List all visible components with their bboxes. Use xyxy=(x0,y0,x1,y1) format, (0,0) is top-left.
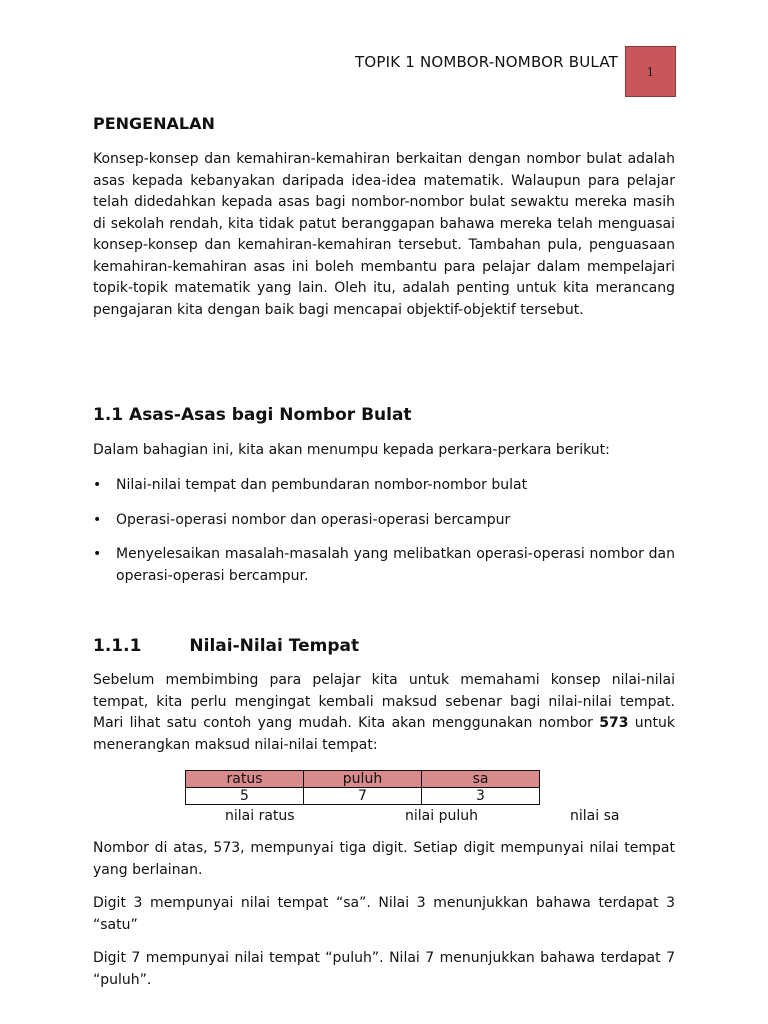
header-ratus: ratus xyxy=(186,771,304,788)
label-nilai-sa: nilai sa xyxy=(570,808,620,824)
topics-list xyxy=(93,475,675,600)
section-title: Nilai-Nilai Tempat xyxy=(189,636,360,656)
place-value-intro xyxy=(93,670,675,756)
intro-paragraph: Konsep-konsep dan kemahiran-kemahiran berkaitan dengan nombor bulat adalah asas kepada kebanyakan daripada idea-idea matematik. Walaupun para pelajar telah didedahkan kepada asas bagi nombor-nombor bulat sewaktu mereka masih di sekolah rendah, kita tidak patut beranggapan bahawa mereka telah menguasai konsep-konsep dan kemahiran-kemahiran tersebut. Tambahan pula, penguasaan kemahiran-kemahiran asas ini boleh membantu para pelajar dalam mempelajari topik-topik matematik yang lain. Oleh itu, adalah penting untuk kita merancang pengajaran kita dengan baik bagi mencapai objektif-objektif tersebut. xyxy=(93,151,675,318)
section-number: 1.1.1 xyxy=(93,636,142,656)
label-nilai-puluh: nilai puluh xyxy=(405,808,478,824)
paragraph-sa: Digit 3 mempunyai nilai tempat “sa”. Nilai 3 menunjukkan bahawa terdapat 3 “satu” xyxy=(93,895,675,933)
list-item: • Operasi-operasi nombor dan operasi-operasi bercampur xyxy=(93,510,675,532)
topic-title: TOPIK 1 NOMBOR-NOMBOR BULAT xyxy=(354,53,618,71)
place-value-table xyxy=(185,770,540,805)
page-number-box xyxy=(625,46,676,97)
label-nilai-ratus: nilai ratus xyxy=(225,808,295,824)
table-row xyxy=(186,788,540,805)
value-ratus: 5 xyxy=(186,788,304,805)
intro-heading: PENGENALAN xyxy=(93,114,215,133)
example-number: 573 xyxy=(599,715,629,731)
section-1-1-1-heading xyxy=(93,636,359,656)
section-1-1-intro: Dalam bahagian ini, kita akan menumpu kepada perkara-perkara berikut: xyxy=(93,442,610,458)
intro-text-end: untuk menerangkan maksud nilai-nilai tempat: xyxy=(93,715,675,753)
table-header-row xyxy=(186,771,540,788)
paragraph-puluh: Digit 7 mempunyai nilai tempat “puluh”. Nilai 7 menunjukkan bahawa terdapat 7 “puluh”. xyxy=(93,950,675,988)
list-item: • Menyelesaikan masalah-masalah yang melibatkan operasi-operasi nombor dan operasi-operasi bercampur. xyxy=(93,544,675,587)
value-sa: 3 xyxy=(422,788,540,805)
value-puluh: 7 xyxy=(304,788,422,805)
paragraph-digits: Nombor di atas, 573, mempunyai tiga digit. Setiap digit mempunyai nilai tempat yang berlainan. xyxy=(93,840,675,878)
header-puluh: puluh xyxy=(304,771,422,788)
intro-text: Sebelum membimbing para pelajar kita untuk memahami konsep nilai-nilai tempat, kita perlu mengingat kembali maksud sebenar bagi nilai-nilai tempat. Mari lihat satu contoh yang mudah. Kita akan menggunakan nombor xyxy=(93,672,675,731)
list-item: • Nilai-nilai tempat dan pembundaran nombor-nombor bulat xyxy=(93,475,675,497)
page-number: 1 xyxy=(646,64,655,79)
header-sa: sa xyxy=(422,771,540,788)
section-1-1-heading: 1.1 Asas-Asas bagi Nombor Bulat xyxy=(93,405,412,425)
